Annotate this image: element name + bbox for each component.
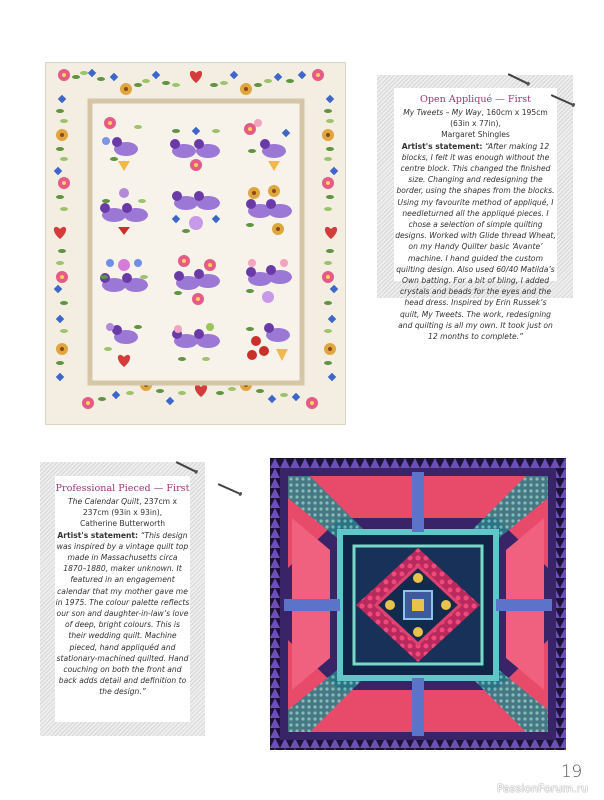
watermark: PassionForum.ru — [497, 782, 588, 795]
category-title: Open Appliqué — First — [419, 94, 532, 105]
entry-card-professional-pieced — [40, 462, 205, 736]
quilt-dimensions: , 237cm x 237cm (93in x 93in), — [82, 497, 177, 518]
pieced-quilt-illustration — [270, 458, 566, 750]
pieced-quilt-photo — [270, 458, 566, 750]
entry-card-paper — [394, 88, 557, 342]
applique-quilt-illustration — [46, 63, 345, 424]
artist-statement: “After making 12 blocks, I felt it was enough without the centre block. This changed the finished size. Changing and redesigning the border, using the shapes from the blocks. Using my favourite method of appliqué, I needleturned all the appliqué pieces. I chose a selection of simple quilting designs. Worked with Glide thread Wheat, on my Handy Quilter basic ‘Avante’ machine. I hand guided the custom quilting design. Also used 60/40 Matilda’s Own batting. For a bit of bling, I added crystals and beads for the eyes and the head dress. Inspired by Erin Russek’s quilt, My Tweets. The work, redesigning and quilting is all my own. It took just on 12 months to complete.” — [395, 141, 556, 342]
applique-quilt-photo — [46, 63, 345, 424]
statement-label: Artist's statement: — [401, 141, 483, 151]
quilt-title: The Calendar Quilt — [68, 497, 140, 506]
entry-card-open-applique — [377, 75, 573, 342]
artist-statement: “This design was inspired by a vintage quilt top made in Massachusetts circa 1870–1880, maker unknown. It featured in an engagement calendar that my mother gave me in 1975. The colour palette reflects our son and daughter-in-law’s love of deep, bright colours. This is their wedding quilt. Machine pieced, hand appliquéd and stationary-machined quilted. Hand couching on both the front and back adds detail and definition to the design.” — [55, 530, 190, 697]
entry-card-paper — [55, 476, 190, 722]
page-number: 19 — [561, 762, 582, 782]
category-title: Professional Pieced — First — [55, 483, 190, 494]
maker-name: Catherine Butterworth — [79, 519, 166, 529]
quilt-dimensions: , 160cm x 195cm (63in x 77in), — [450, 108, 548, 129]
pin-icon — [218, 483, 241, 495]
quilt-title: My Tweets – My Way — [403, 108, 482, 117]
entry-description — [394, 107, 557, 342]
entry-description — [55, 496, 190, 698]
maker-name: Margaret Shingles — [441, 130, 510, 140]
statement-label: Artist's statement: — [57, 530, 139, 540]
